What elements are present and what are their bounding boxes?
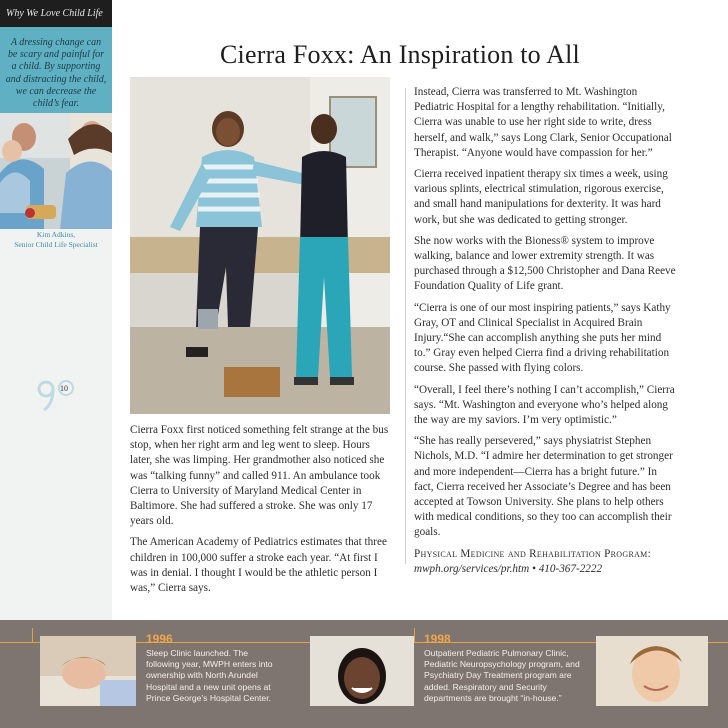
smiling-boy-photo <box>596 636 708 706</box>
article-right-column <box>414 85 676 577</box>
paragraph: Cierra received inpatient therapy six times a week, using various splints, electrical stimulation, rigorous exercise, and small hand manipulations for dexterity. It was hard work, but she was dedicated to getting stronger. <box>414 168 668 226</box>
timeline-year: 1998 <box>424 632 451 646</box>
article-title: Cierra Foxx: An Inspiration to All <box>220 40 580 69</box>
pull-quote: A dressing change can be scary and painful for a child. By supporting and distracting the child, we can decrease the child’s fear. <box>0 27 112 113</box>
smiling-girl-photo <box>310 636 414 706</box>
paragraph: “Cierra is one of our most inspiring patients,” says Kathy Gray, OT and Clinical Specialist in Acquired Brain Injury.“She can accomplish anything she puts her mind to.” Gray even helped Cierra find a driving rehabilitation course. She passed with flying colors. <box>414 301 671 375</box>
page-number: 10 <box>60 384 68 393</box>
caption-name: Kim Adkins, <box>36 230 76 239</box>
section-brand: Why We Love Child Life <box>0 0 112 27</box>
paragraph: “Overall, I feel there’s nothing I can’t accomplish,” Cierra says. “Mt. Washington and everyone who’s helped along the way are my saviors. I’m very optimistic.” <box>414 383 675 427</box>
child-life-photo <box>0 113 112 229</box>
timeline-text: Sleep Clinic launched. The following year, MWPH enters into ownership with North Arundel Hospital and a new unit opens at Prince George’s Hospital Center. <box>146 648 273 703</box>
ornament-icon <box>36 378 80 412</box>
paragraph: She now works with the Bioness® system to improve walking, balance and lower extremity strength. It was purchased through a $12,500 Christopher and Dana Reeve Foundation Quality of Life grant. <box>414 234 676 293</box>
paragraph: The American Academy of Pediatrics estimates that three children in 100,000 suffer a stroke each year. “At first I was in denial. I thought I would be the athletic person I was,” Cierra says. <box>130 536 387 595</box>
program-contact-link[interactable]: mwph.org/services/pr.htm • 410-367-2222 <box>414 562 603 575</box>
paragraph: Instead, Cierra was transferred to Mt. Washington Pediatric Hospital for a lengthy rehabilitation. “Initially, Cierra was unable to use her right side to write, dress herself, and walk,” says Long Clark, Senior Occupational Therapist. “Anyone would have compassion for her.” <box>414 86 672 159</box>
timeline-year: 1996 <box>146 632 173 646</box>
timeline-tick <box>32 628 33 642</box>
photo-caption <box>0 230 112 250</box>
paragraph: Cierra Foxx first noticed something felt strange at the bus stop, when her right arm and leg went to sleep. Hours later, she was limping. Her grandmother also noticed she was “talking funny” and called 911. An ambulance took Cierra to University of Maryland Medical Center in Baltimore. She had suffered a stroke. She was only 17 years old. <box>130 424 389 528</box>
article-left-column <box>130 423 392 602</box>
column-divider <box>405 88 406 564</box>
caption-role: Senior Child Life Specialist <box>14 240 98 249</box>
program-label: Physical Medicine and Rehabilitation Program: <box>414 547 651 560</box>
page-number-badge <box>36 378 80 412</box>
paragraph: “She has really persevered,” says physiatrist Stephen Nichols, M.D. “I admire her determination to get stronger and more independent—Cierra has a bright future.” In fact, Cierra received her Associate’s Degree and has been accepted at Towson University. She plans to help others with medical conditions, so they too can accomplish their goals. <box>414 435 673 539</box>
sleeping-child-photo <box>40 636 136 706</box>
main-photo <box>130 77 390 414</box>
timeline-tick <box>414 628 415 642</box>
timeline-text: Outpatient Pediatric Pulmonary Clinic, Pediatric Neuropsychology program, and Psychiatry Day Treatment program are added. Respiratory and Security departments are brought “in-house.” <box>424 648 580 703</box>
